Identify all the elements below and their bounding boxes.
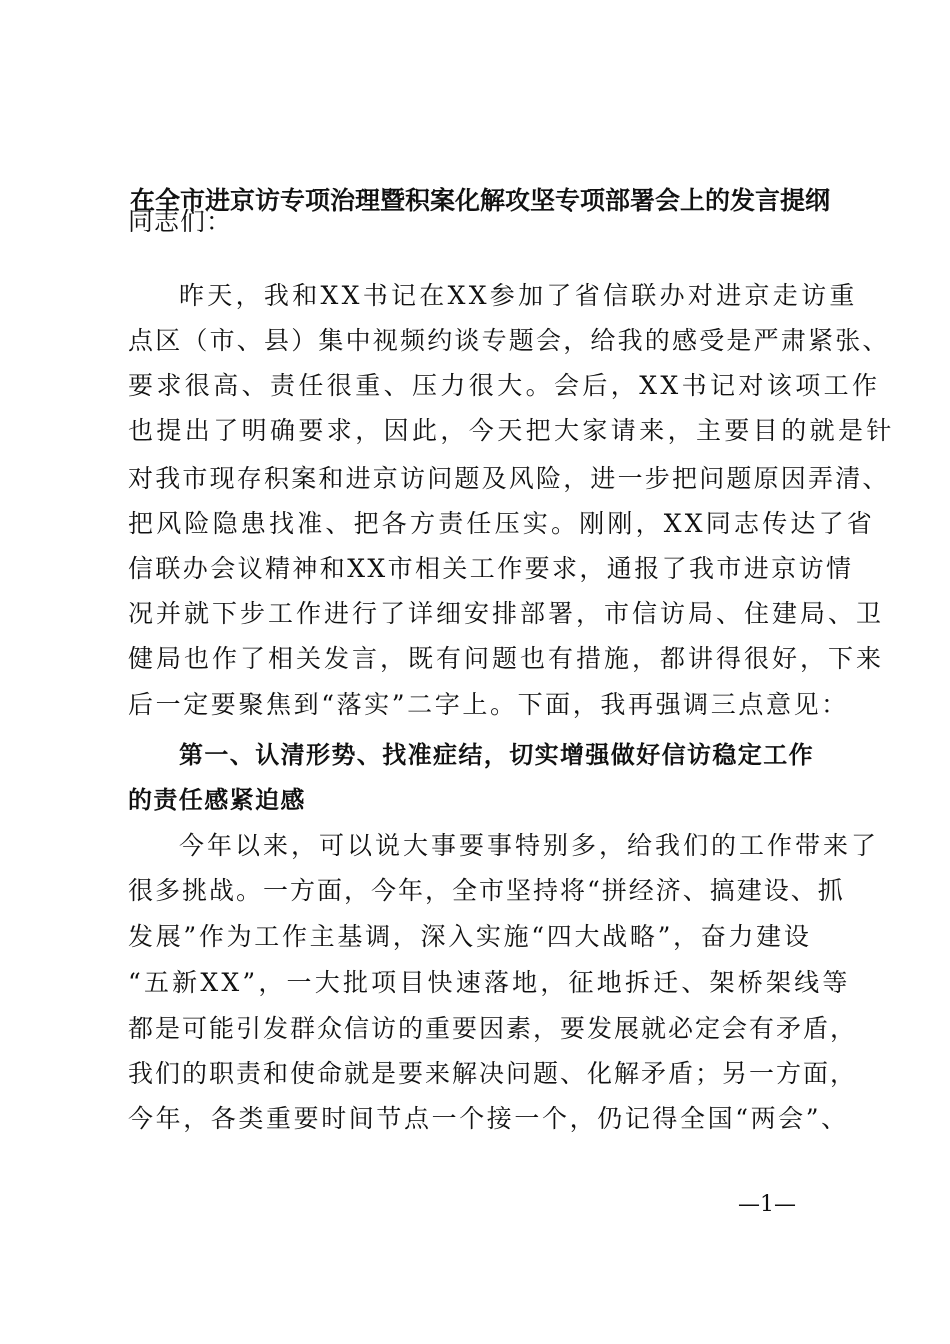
- document-title: 在全市进京访专项治理暨积案化解攻坚专项部署会上的发言提纲: [129, 186, 830, 215]
- paragraph-1-line-5: 对我市现存积案和进京访问题及风险，进一步把问题原因弄清、: [128, 464, 890, 493]
- paragraph-1-line-8: 况并就下步工作进行了详细安排部署，市信访局、住建局、卫: [128, 599, 885, 628]
- section-1-heading-line-1: 第一、认清形势、找准症结，切实增强做好信访稳定工作: [179, 741, 814, 769]
- salutation: 同志们：: [128, 207, 233, 236]
- paragraph-1-line-3: 要求很高、责任很重、压力很大。会后，XX书记对该项工作: [128, 371, 881, 400]
- section-1-heading-line-2: 的责任感紧迫感: [128, 786, 306, 814]
- paragraph-1-line-9: 健局也作了相关发言，既有问题也有措施，都讲得很好，下来: [128, 644, 885, 673]
- paragraph-1-line-4: 也提出了明确要求，因此，今天把大家请来，主要目的就是针: [128, 416, 895, 445]
- paragraph-1-line-10: 后一定要聚焦到“落实”二字上。下面，我再强调三点意见：: [128, 690, 849, 719]
- paragraph-2-line-7: 今年，各类重要时间节点一个接一个，仍记得全国“两会”、: [128, 1104, 849, 1133]
- paragraph-1-line-6: 把风险隐患找准、把各方责任压实。刚刚，XX同志传达了省: [128, 509, 875, 538]
- paragraph-2-line-2: 很多挑战。一方面，今年，全市坚持将“拼经济、搞建设、抓: [128, 876, 845, 905]
- paragraph-1-line-7: 信联办会议精神和XX市相关工作要求，通报了我市进京访情: [128, 554, 854, 583]
- paragraph-1-line-2: 点区（市、县）集中视频约谈专题会，给我的感受是严肃紧张、: [128, 326, 890, 355]
- paragraph-2-line-6: 我们的职责和使命就是要来解决问题、化解矛盾；另一方面，: [128, 1059, 858, 1088]
- paragraph-2-line-4: “五新XX”，一大批项目快速落地，征地拆迁、架桥架线等: [128, 968, 851, 997]
- paragraph-2-line-3: 发展”作为工作主基调，深入实施“四大战略”，奋力建设: [128, 922, 812, 951]
- paragraph-1-line-1: 昨天，我和XX书记在XX参加了省信联办对进京走访重: [179, 281, 858, 310]
- paragraph-2-line-5: 都是可能引发群众信访的重要因素，要发展就必定会有矛盾，: [128, 1014, 858, 1043]
- page-number: —1—: [738, 1192, 796, 1217]
- paragraph-2-line-1: 今年以来，可以说大事要事特别多，给我们的工作带来了: [179, 831, 880, 860]
